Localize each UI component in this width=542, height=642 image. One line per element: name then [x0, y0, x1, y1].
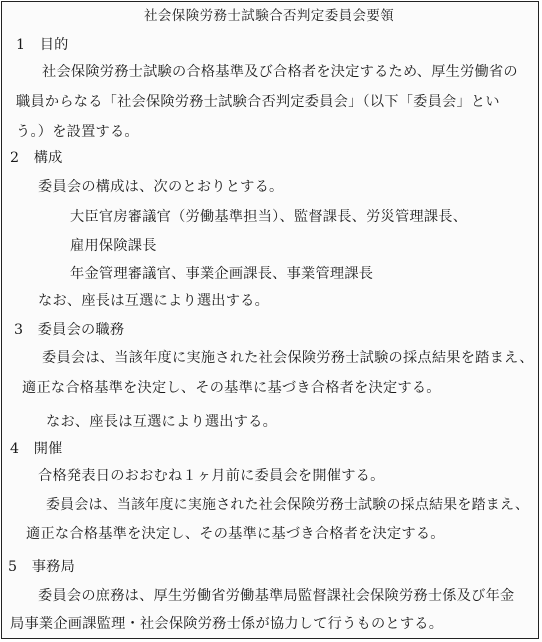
paragraph-line: う。）を設置する。 [16, 124, 139, 140]
paragraph-line: 職員からなる「社会保険労務士試験合否判定委員会」（以下「委員会」とい [16, 94, 500, 110]
member-list-line: 大臣官房審議官（労働基準担当）、監督課長、労災管理課長、 [70, 209, 468, 225]
paragraph-line: なお、座長は互選により選出する。 [46, 414, 278, 430]
section-heading: 2 構成 [10, 150, 63, 166]
section-heading: 4 開催 [10, 441, 63, 457]
member-list-line: 年金管理審議官、事業企画課長、事業管理課長 [70, 266, 374, 282]
section-heading: 1 目的 [16, 37, 69, 53]
paragraph-line: 局事業企画課監理・社会保険労務士係が協力して行うものとする。 [10, 616, 444, 632]
document-page [1, 1, 539, 639]
paragraph-line: 委員会の庶務は、厚生労働省労働基準局監督課社会保険労務士係及び年金 [38, 588, 515, 604]
paragraph-line: 適正な合格基準を決定し、その基準に基づき合格者を決定する。 [22, 380, 441, 396]
member-list-line: 雇用保険課長 [70, 238, 157, 254]
paragraph-line: なお、座長は互選により選出する。 [38, 293, 270, 309]
document-title: 社会保険労務士試験合否判定委員会要領 [144, 8, 395, 24]
paragraph-line: 委員会は、当該年度に実施された社会保険労務士試験の採点結果を踏まえ、 [42, 350, 534, 366]
paragraph-line: 合格発表日のおおむね１ヶ月前に委員会を開催する。 [38, 468, 385, 484]
paragraph-line: 委員会の構成は、次のとおりとする。 [38, 179, 284, 195]
paragraph-line: 適正な合格基準を決定し、その基準に基づき合格者を決定する。 [26, 526, 445, 542]
section-heading: 3 委員会の職務 [14, 322, 125, 338]
paragraph-line: 社会保険労務士試験の合格基準及び合格者を決定するため、厚生労働省の [42, 64, 518, 80]
section-heading: 5 事務局 [8, 559, 76, 575]
paragraph-line: 委員会は、当該年度に実施された社会保険労務士試験の採点結果を踏まえ、 [46, 497, 530, 513]
